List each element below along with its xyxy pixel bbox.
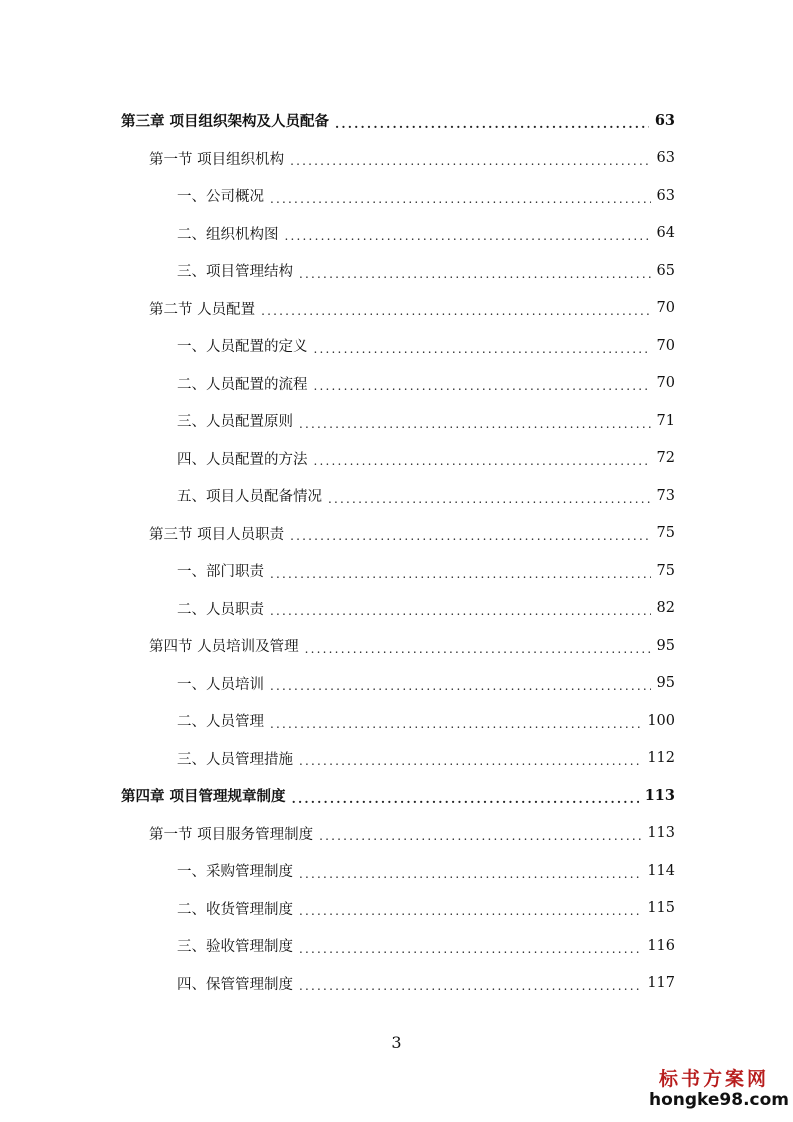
toc-entry-page: 64 bbox=[656, 225, 675, 241]
toc-entry-title: 第一节 项目组织机构 bbox=[149, 151, 285, 168]
toc-entry-title: 第三章 项目组织架构及人员配备 bbox=[121, 113, 330, 130]
toc-entry[interactable] bbox=[177, 365, 675, 402]
toc-entry-page: 70 bbox=[656, 375, 675, 391]
toc-dot-leader bbox=[299, 418, 651, 430]
toc-entry[interactable] bbox=[177, 252, 675, 289]
toc-entry-page: 95 bbox=[656, 675, 675, 691]
toc-entry[interactable] bbox=[177, 965, 675, 1002]
toc-dot-leader bbox=[299, 980, 641, 992]
toc-entry[interactable] bbox=[177, 327, 675, 364]
toc-dot-leader bbox=[299, 905, 641, 917]
toc-entry-title: 三、项目管理结构 bbox=[177, 264, 293, 280]
page-number: 3 bbox=[391, 1033, 402, 1052]
watermark-logo bbox=[649, 1068, 790, 1110]
toc-dot-leader bbox=[285, 230, 651, 242]
toc-entry-page: 75 bbox=[656, 562, 675, 579]
toc-entry[interactable] bbox=[177, 552, 675, 589]
toc-entry-title: 四、人员配置的方法 bbox=[177, 451, 308, 468]
toc-entry-title: 三、人员配置原则 bbox=[177, 414, 293, 430]
toc-dot-leader bbox=[290, 155, 650, 167]
toc-entry-title: 第四节 人员培训及管理 bbox=[149, 639, 299, 655]
toc-entry-title: 一、人员培训 bbox=[177, 676, 264, 693]
toc-entry[interactable] bbox=[177, 590, 675, 627]
toc-dot-leader bbox=[319, 830, 641, 842]
toc-entry-page: 113 bbox=[644, 787, 675, 804]
toc-entry-page: 114 bbox=[647, 862, 675, 879]
toc-dot-leader bbox=[270, 718, 641, 730]
toc-entry[interactable] bbox=[149, 290, 675, 327]
toc-entry-title: 一、人员配置的定义 bbox=[177, 339, 308, 355]
toc-entry-title: 四、保管管理制度 bbox=[177, 976, 293, 993]
toc-entry-title: 二、人员职责 bbox=[177, 601, 264, 618]
toc-entry[interactable] bbox=[177, 215, 675, 252]
toc-entry-page: 112 bbox=[647, 750, 675, 766]
toc-dot-leader bbox=[314, 380, 651, 392]
toc-entry[interactable] bbox=[177, 740, 675, 777]
toc-dot-leader bbox=[270, 680, 651, 692]
toc-entry[interactable] bbox=[177, 852, 675, 889]
toc-entry-title: 第二节 人员配置 bbox=[149, 301, 256, 318]
toc-entry-title: 一、采购管理制度 bbox=[177, 864, 293, 880]
watermark-url: hongke98.com bbox=[649, 1090, 790, 1110]
toc-entry-page: 65 bbox=[656, 262, 675, 279]
toc-dot-leader bbox=[292, 793, 639, 805]
toc-entry-title: 五、项目人员配备情况 bbox=[177, 489, 322, 505]
toc-entry[interactable] bbox=[177, 477, 675, 514]
toc-entry-page: 95 bbox=[656, 637, 675, 654]
toc-entry-title: 三、人员管理措施 bbox=[177, 751, 293, 768]
toc-entry[interactable] bbox=[177, 402, 675, 439]
toc-entry[interactable] bbox=[149, 515, 675, 552]
toc-entry[interactable] bbox=[149, 815, 675, 852]
toc-entry-title: 二、人员配置的流程 bbox=[177, 376, 308, 393]
toc-entry-title: 三、验收管理制度 bbox=[177, 939, 293, 955]
toc-dot-leader bbox=[335, 118, 649, 130]
toc-entry-page: 100 bbox=[647, 712, 675, 729]
toc-dot-leader bbox=[299, 268, 651, 280]
toc-entry-page: 71 bbox=[656, 412, 675, 429]
toc-entry-page: 63 bbox=[654, 112, 675, 129]
toc-entry[interactable] bbox=[177, 927, 675, 964]
toc-entry[interactable] bbox=[121, 777, 675, 814]
toc-entry[interactable] bbox=[177, 665, 675, 702]
toc-dot-leader bbox=[290, 530, 650, 542]
toc-entry-page: 73 bbox=[656, 487, 675, 504]
toc-entry-page: 63 bbox=[656, 150, 675, 166]
toc-dot-leader bbox=[270, 568, 651, 580]
toc-entry-page: 72 bbox=[656, 450, 675, 466]
toc-entry-page: 70 bbox=[656, 300, 675, 316]
toc-dot-leader bbox=[299, 868, 641, 880]
toc-dot-leader bbox=[305, 643, 651, 655]
toc-entry-title: 第四章 项目管理规章制度 bbox=[121, 788, 286, 805]
watermark-title: 标书方案网 bbox=[658, 1068, 769, 1090]
toc-dot-leader bbox=[299, 755, 641, 767]
toc-entry-title: 第三节 项目人员职责 bbox=[149, 526, 285, 543]
toc-entry-page: 117 bbox=[647, 975, 675, 991]
toc-entry[interactable] bbox=[177, 440, 675, 477]
toc-entry[interactable] bbox=[177, 702, 675, 739]
toc-entry-title: 一、公司概况 bbox=[177, 189, 264, 205]
toc-entry-page: 113 bbox=[647, 825, 675, 841]
toc-entry[interactable] bbox=[121, 102, 675, 139]
toc-entry[interactable] bbox=[177, 177, 675, 214]
toc-entry[interactable] bbox=[149, 627, 675, 664]
toc-entry[interactable] bbox=[177, 890, 675, 927]
toc-entry-page: 75 bbox=[656, 525, 675, 541]
toc-dot-leader bbox=[261, 305, 650, 317]
toc-entry-title: 第一节 项目服务管理制度 bbox=[149, 826, 314, 843]
toc-dot-leader bbox=[270, 605, 651, 617]
toc-dot-leader bbox=[270, 193, 651, 205]
toc-dot-leader bbox=[299, 943, 641, 955]
toc-dot-leader bbox=[314, 455, 651, 467]
toc-entry-page: 116 bbox=[647, 937, 675, 954]
toc-entry-page: 63 bbox=[656, 187, 675, 204]
toc-entry-page: 82 bbox=[656, 600, 675, 616]
toc-entry-page: 115 bbox=[647, 900, 675, 916]
toc-entry-title: 二、收货管理制度 bbox=[177, 901, 293, 918]
toc-entry-title: 一、部门职责 bbox=[177, 564, 264, 580]
toc-entry-title: 二、组织机构图 bbox=[177, 226, 279, 243]
toc-dot-leader bbox=[314, 343, 651, 355]
toc-entry[interactable] bbox=[149, 140, 675, 177]
toc-entry-title: 二、人员管理 bbox=[177, 714, 264, 730]
toc-dot-leader bbox=[328, 493, 651, 505]
toc-entry-page: 70 bbox=[656, 337, 675, 354]
